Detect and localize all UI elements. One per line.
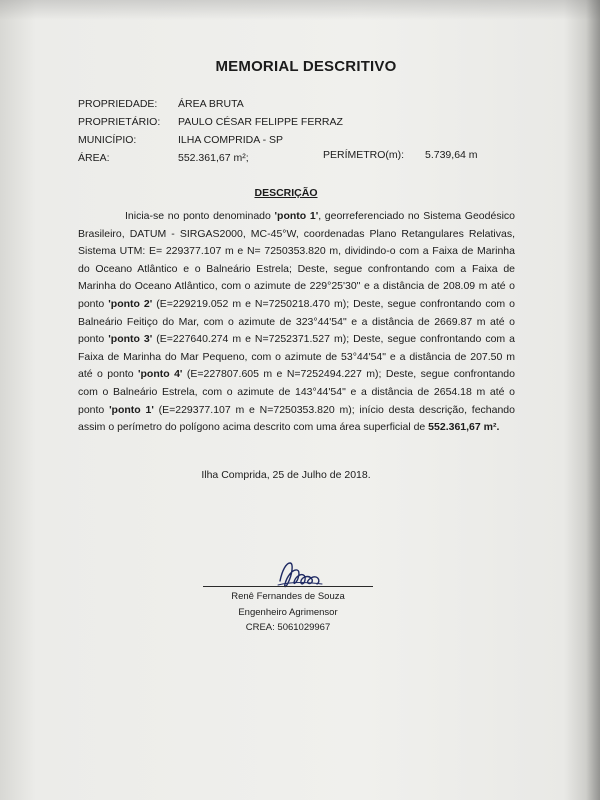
place-date-line: Ilha Comprida, 25 de Julho de 2018. bbox=[201, 469, 371, 481]
perimetro-value: 5.739,64 m bbox=[425, 149, 478, 161]
perimetro-label: PERÍMETRO(m): bbox=[323, 149, 405, 161]
description-paragraph bbox=[78, 208, 515, 437]
propriedade-label: PROPRIEDADE: bbox=[78, 98, 158, 110]
total-area-ref: 552.361,67 m². bbox=[428, 421, 500, 434]
description-heading: DESCRIÇÃO bbox=[254, 187, 318, 199]
point-4-ref: 'ponto 4' bbox=[138, 368, 183, 381]
municipio-value: ILHA COMPRIDA - SP bbox=[178, 134, 284, 146]
signature-line bbox=[203, 586, 373, 587]
point-1-ref: 'ponto 1' bbox=[274, 210, 319, 222]
field-row-proprietario bbox=[78, 116, 343, 128]
signatory-crea: CREA: 5061029967 bbox=[245, 622, 331, 633]
field-row-municipio bbox=[78, 134, 283, 146]
description-text-6: (E=229377.107 m e N=7250353.820 m); início desta descrição, fechando assim o perímetro do polígono acima descrito com uma área superficial de bbox=[78, 403, 515, 434]
propriedade-value: ÁREA BRUTA bbox=[178, 98, 244, 110]
municipio-label: MUNICÍPIO: bbox=[78, 134, 137, 146]
description-text-3: (E=229219.052 m e N=7250218.470 m); Deste, segue confrontando com o Balneário Feitiço do Mar, com o azimute de 323°44'54" e a distância de 2669.87 m até o ponto bbox=[78, 297, 516, 346]
field-row-propriedade bbox=[78, 98, 244, 110]
signatory-role: Engenheiro Agrimensor bbox=[238, 606, 338, 618]
description-text-5: (E=227807.605 m e N=7252494.227 m); Deste, segue confrontando com o Balneário Estrela, com o azimute de 143°44'54" e a distância de 2654.18 m até o ponto bbox=[78, 368, 515, 416]
area-label: ÁREA: bbox=[78, 152, 110, 164]
description-body bbox=[78, 208, 515, 437]
point-2-ref: 'ponto 2' bbox=[108, 297, 153, 310]
signatory-block bbox=[200, 589, 376, 636]
document-title: MEMORIAL DESCRITIVO bbox=[215, 58, 397, 75]
description-text-1: Inicia-se no ponto denominado bbox=[125, 210, 275, 222]
area-value: 552.361,67 m²; bbox=[178, 152, 249, 164]
proprietario-label: PROPRIETÁRIO: bbox=[78, 116, 161, 128]
field-row-area bbox=[78, 152, 249, 164]
description-text-2: , georreferenciado no Sistema Geodésico Brasileiro, DATUM - SIRGAS2000, MC-45°W, coordenadas Plano Retangulares Relativas, Sistema UTM: E= 229377.107 m e N= 7250353.820 m, dividindo-o com a Faixa de Marinha do Oceano Atlântico e o Balneário Estrela; Deste, segue confrontando com a Faixa de Marinha do Oceano Atlântico, com o azimute de 229°25'30" e a distância de 208.09 m até o ponto bbox=[78, 210, 515, 310]
point-1-return-ref: 'ponto 1' bbox=[109, 403, 154, 416]
description-text-4: (E=227640.274 m e N=7252371.527 m); Deste, segue confrontando com a Faixa de Marinha do Mar Pequeno, com o azimute de 53°44'54" e a distância de 207.50 m até o ponto bbox=[78, 333, 516, 381]
proprietario-value: PAULO CÉSAR FELIPPE FERRAZ bbox=[178, 116, 343, 128]
point-3-ref: 'ponto 3' bbox=[108, 333, 153, 346]
signatory-name: Renê Fernandes de Souza bbox=[231, 591, 345, 602]
